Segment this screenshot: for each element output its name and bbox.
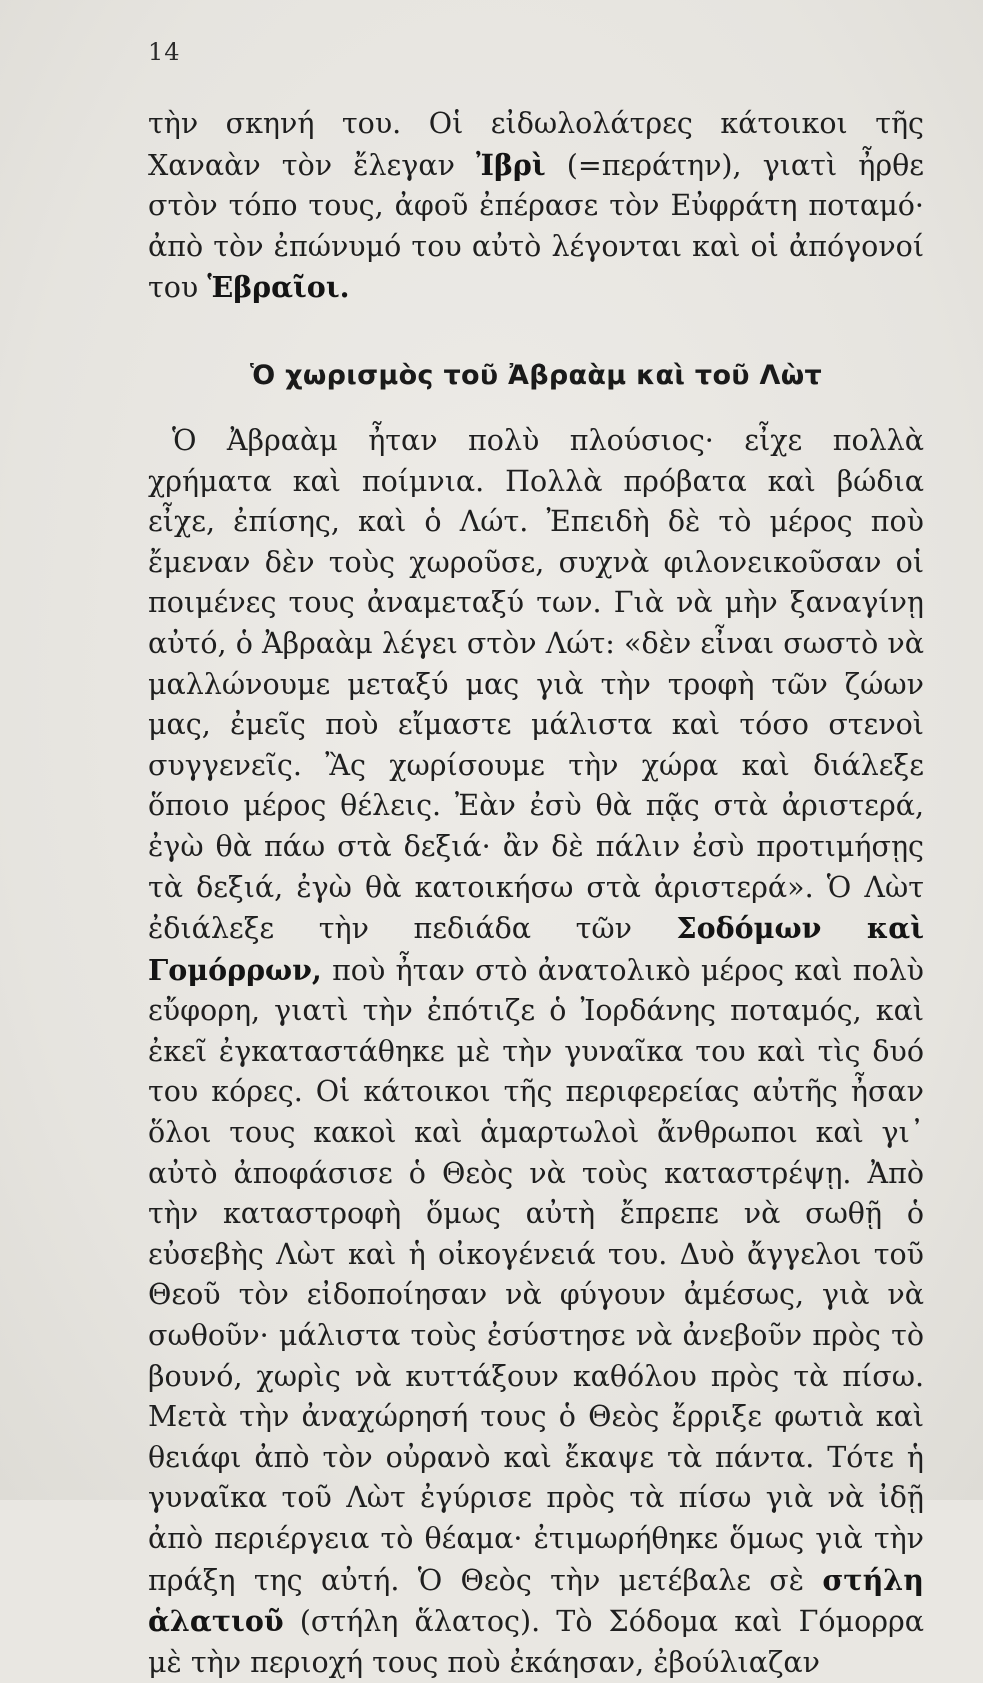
bold-term-hebrews: Ἑβραῖοι.: [207, 270, 350, 305]
body-text: [148, 104, 924, 1683]
paragraph-continuation: [148, 104, 924, 309]
text-run: τὴν σκηνή του. Οἱ εἰδωλολάτρες κάτοικοι τῆς Χαναὰν τὸν ἔλεγαν: [148, 107, 924, 182]
page-number: 14: [148, 38, 181, 66]
paragraph-main: [148, 421, 924, 1683]
bold-term-ivri: Ἰβρὶ: [476, 147, 546, 182]
text-run: (=περάτην), γιατὶ ἦρθε στὸν τόπο τους, ἀφοῦ ἐπέρασε τὸν Εὐφράτη ποταμό· ἀπὸ τὸν ἐπώνυμό του αὐτὸ λέγονται καὶ οἱ ἀπόγονοί του: [148, 148, 924, 305]
bold-term-sodom-gomorrah: Σοδόμων καὶ Γομόρρων,: [148, 911, 924, 987]
bold-term-pillar-of-salt: στήλη ἁλατιοῦ: [148, 1562, 924, 1639]
text-run: Ὁ Ἀβραὰμ ἦταν πολὺ πλούσιος· εἶχε πολλὰ χρήματα καὶ ποίμνια. Πολλὰ πρόβατα καὶ βώδια εἶχε, ἐπίσης, καὶ ὁ Λώτ. Ἐπειδὴ δὲ τὸ μέρος ποὺ ἔμεναν δὲν τοὺς χωροῦσε, συχνὰ φιλονεικοῦσαν οἱ ποιμένες τους ἀναμεταξύ των. Γιὰ νὰ μὴν ξαναγίνῃ αὐτό, ὁ Ἀβραὰμ λέγει στὸν Λώτ: «δὲν εἶναι σωστὸ νὰ μαλλώνουμε μεταξύ μας γιὰ τὴν τροφὴ τῶν ζώων μας, ἐμεῖς ποὺ εἴμαστε μάλιστα καὶ τόσο στενοὶ συγγενεῖς. Ἂς χωρίσουμε τὴν χώρα καὶ διάλεξε ὅποιο μέρος θέλεις. Ἐὰν ἐσὺ θὰ πᾷς στὰ ἀριστερά, ἐγὼ θὰ πάω στὰ δεξιά· ἂν δὲ πάλιν ἐσὺ προτιμήσῃς τὰ δεξιά, ἐγὼ θὰ κατοικήσω στὰ ἀριστερά». Ὁ Λὼτ ἐδιάλεξε τὴν πεδιάδα τῶν: [148, 423, 924, 946]
text-run: (στήλη ἅλατος). Τὸ Σόδομα καὶ Γόμορρα μὲ τὴν περιοχή τους ποὺ ἐκάησαν, ἐβούλιαζαν: [148, 1605, 924, 1679]
text-run: ποὺ ἦταν στὸ ἀνατολικὸ μέρος καὶ πολὺ εὔφορη, γιατὶ τὴν ἐπότιζε ὁ Ἰορδάνης ποταμός, καὶ ἐκεῖ ἐγκαταστάθηκε μὲ τὴν γυναῖκα του καὶ τὶς δυό του κόρες. Οἱ κάτοικοι τῆς περιφερείας αὐτῆς ἦσαν ὅλοι τους κακοὶ καὶ ἁμαρτωλοὶ ἄνθρωποι καὶ γι᾽ αὐτὸ ἀποφάσισε ὁ Θεὸς νὰ τοὺς καταστρέψῃ. Ἀπὸ τὴν καταστροφὴ ὅμως αὐτὴ ἔπρεπε νὰ σωθῇ ὁ εὐσεβὴς Λὼτ καὶ ἡ οἰκογένειά του. Δυὸ ἄγγελοι τοῦ Θεοῦ τὸν εἰδοποίησαν νὰ φύγουν ἀμέσως, γιὰ νὰ σωθοῦν· μάλιστα τοὺς ἐσύστησε νὰ ἀνεβοῦν πρὸς τὸ βουνό, χωρὶς νὰ κυττάξουν καθόλου πρὸς τὰ πίσω. Μετὰ τὴν ἀναχώρησή τους ὁ Θεὸς ἔρριξε φωτιὰ καὶ θειάφι ἀπὸ τὸν οὐρανὸ καὶ ἔκαψε τὰ πάντα. Τότε ἡ γυναῖκα τοῦ Λὼτ ἐγύρισε πρὸς τὰ πίσω γιὰ νὰ ἰδῇ ἀπὸ περιέργεια τὸ θέαμα· ἐτιμωρήθηκε ὅμως γιὰ τὴν πράξη της αὐτή. Ὁ Θεὸς τὴν μετέβαλε σὲ: [148, 953, 924, 1597]
section-heading: Ὁ χωρισμὸς τοῦ Ἀβραὰμ καὶ τοῦ Λὼτ: [249, 359, 823, 391]
